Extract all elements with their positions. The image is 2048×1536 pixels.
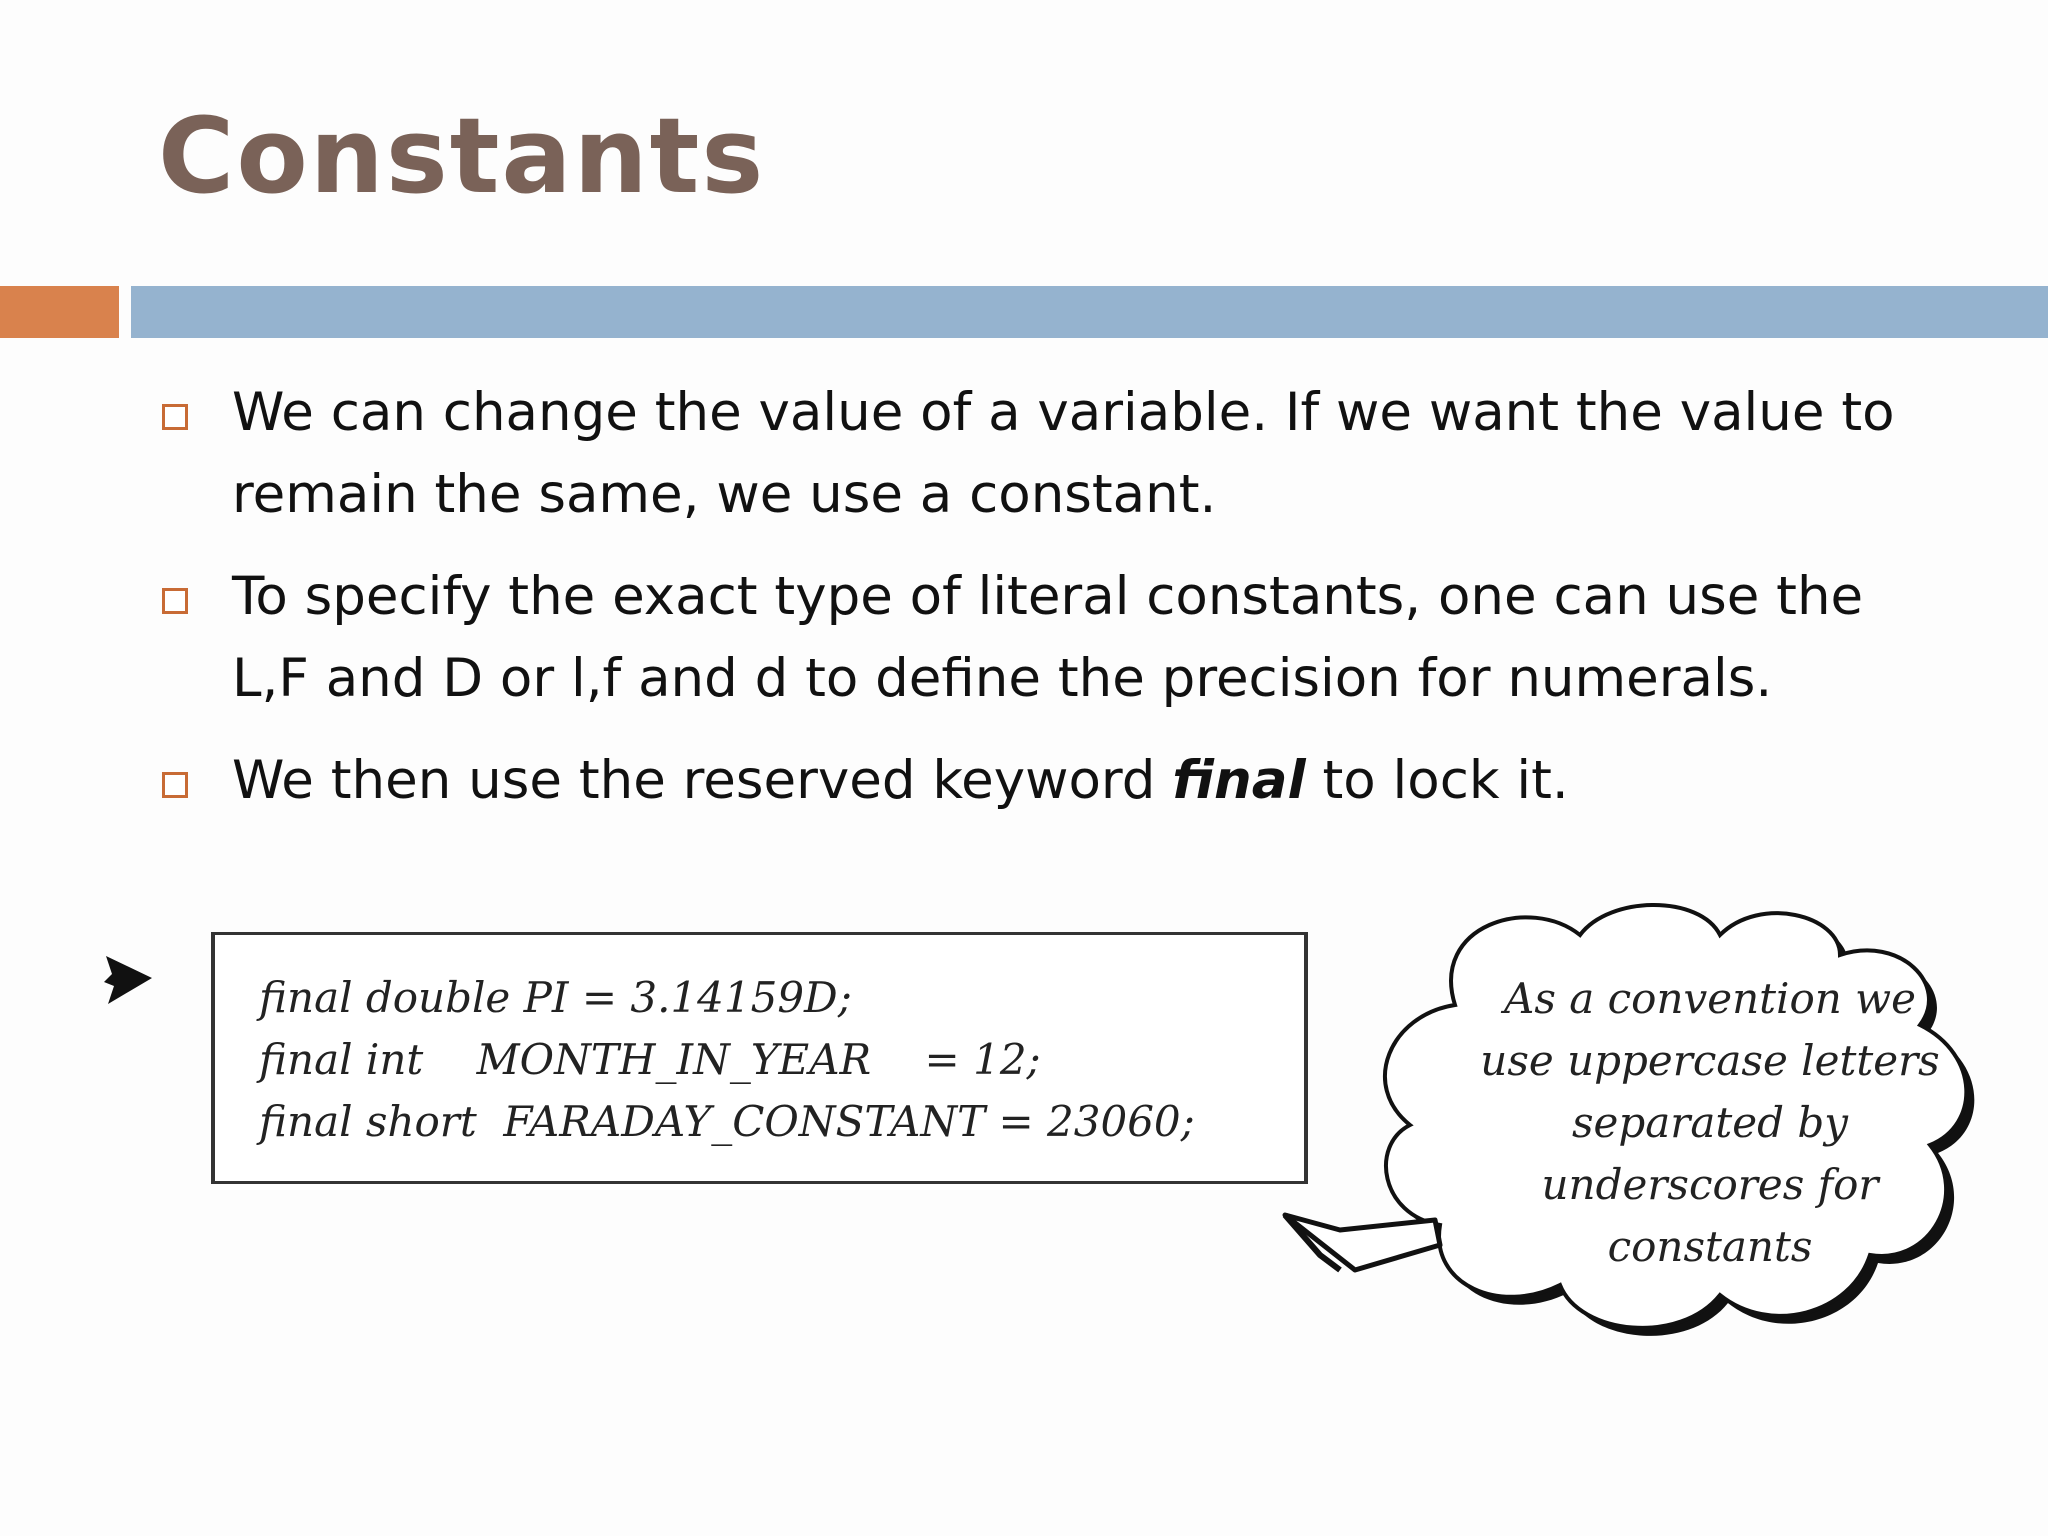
callout-line: separated by [1571,1098,1849,1147]
bullet-item [160,556,1920,720]
title-accent-orange-bar [0,286,119,338]
code-line: final short FARADAY_CONSTANT = 23060; [259,1097,1195,1146]
final-keyword: final [1172,750,1306,811]
callout-line: use uppercase letters [1480,1036,1940,1085]
bullet-item [160,740,1920,822]
bullet-item [160,372,1920,536]
hollow-square-bullet-icon [162,772,188,798]
title-accent-blue-bar [131,286,2048,338]
bullet-text-before: We then use the reserved keyword [232,750,1173,811]
callout-line: constants [1607,1222,1813,1271]
bullet-text-after: to lock it. [1305,750,1569,811]
bullet-text: We can change the value of a variable. If we want the value to remain the same, we use a constant. [232,382,1895,525]
pointing-arrow-icon [102,952,154,1008]
code-example-box [211,932,1308,1184]
callout-line: underscores for [1541,1160,1879,1209]
bullet-list [160,372,1920,842]
bullet-text: To specify the exact type of literal constants, one can use the L,F and D or l,f and d to define the precision for numerals. [232,566,1864,709]
hollow-square-bullet-icon [162,404,188,430]
slide-title: Constants [158,95,766,217]
hollow-square-bullet-icon [162,588,188,614]
callout-text [1480,968,1940,1278]
code-line: final double PI = 3.14159D; [259,973,852,1022]
callout-line: As a convention we [1504,974,1916,1023]
code-line: final int MONTH_IN_YEAR = 12; [259,1035,1041,1084]
